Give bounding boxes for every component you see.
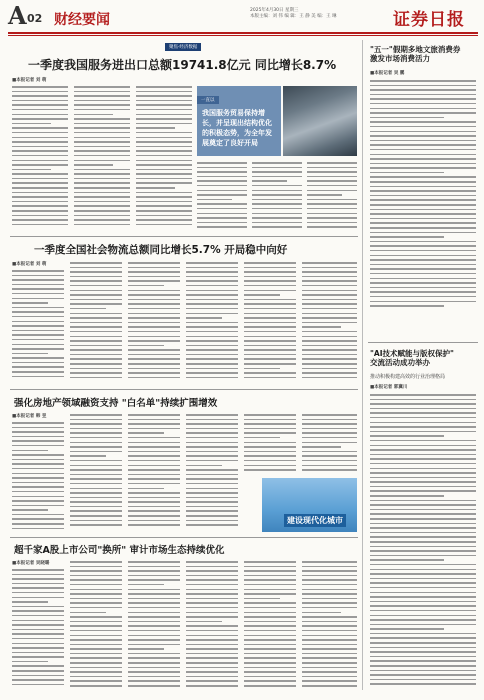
article3-body-col2 (70, 414, 122, 532)
side-divider (368, 342, 478, 343)
article3-byline: ■本报记者 韩 昱 (12, 414, 47, 419)
article3-headline: 强化房地产领域融资支持 "白名单"持续扩围增效 (14, 398, 218, 409)
side2-byline: ■本报记者 郭冀川 (370, 385, 408, 390)
article2-body-col3 (128, 262, 180, 384)
lead-tag: 聚焦·经济数据 (165, 43, 201, 51)
lead-body-col3 (136, 86, 192, 232)
article3-body-col4 (186, 414, 238, 532)
side1-headline-line1: "五一"假期多地文旅消费券 (370, 45, 461, 54)
lead-body-col1 (12, 86, 68, 232)
article4-body-col2 (70, 561, 122, 691)
issue-date: 2025年4月30日 星期三 (250, 8, 299, 13)
side1-headline-line2: 激发市场消费活力 (370, 54, 430, 63)
side1-headline (370, 45, 460, 63)
article4-headline: 超千家A股上市公司"换所" 审计市场生态持续优化 (14, 545, 225, 556)
article4-byline: ■本报记者 吴晓璐 (12, 561, 50, 566)
issue-info (250, 8, 380, 21)
page-number: 02 (27, 12, 43, 25)
sidebar-divider (362, 40, 363, 690)
side1-body (370, 80, 476, 310)
side2-subtitle: 推动积极构建高效的行业治理格局 (370, 374, 446, 380)
article4-body-col5 (244, 561, 296, 691)
lead-byline: ■本报记者 刘 萌 (12, 78, 47, 83)
lead-photo (283, 86, 357, 156)
article3-body-col3 (128, 414, 180, 532)
lead-body-col2 (74, 86, 130, 232)
article2-body-col5 (244, 262, 296, 384)
editor-credits: 本版主编：刘 伟 编 辑：王 静 美 编：王 琳 (250, 14, 337, 20)
article2-body-col1 (12, 270, 64, 384)
city-ad-image (262, 478, 357, 532)
article3-body-col5 (244, 414, 296, 474)
pull-quote-label: 一直以 (197, 96, 219, 104)
side2-headline (370, 349, 454, 367)
article4-body-col6 (302, 561, 357, 691)
divider-2 (10, 389, 358, 390)
article2-body-col6 (302, 262, 357, 384)
article3-body-col1 (12, 422, 64, 532)
side2-body (370, 394, 476, 692)
lead-headline: 一季度我国服务进出口总额19741.8亿元 同比增长8.7% (28, 58, 337, 72)
article2-byline: ■本报记者 刘 萌 (12, 262, 47, 267)
pull-quote-text: 我国服务贸易保持增长，并呈现出结构优化的积极态势，为全年发展奠定了良好开局 (202, 109, 272, 148)
side2-headline-line2: 交流活动成功举办 (370, 358, 430, 367)
city-ad-caption: 建设现代化城市 (284, 514, 346, 527)
side1-byline: ■本报记者 吴 鹏 (370, 71, 405, 76)
page-letter: A (8, 1, 27, 30)
lead-body-col5 (252, 162, 302, 232)
article2-body-col4 (186, 262, 238, 384)
divider-1 (10, 236, 358, 237)
article3-body-col6 (302, 414, 357, 474)
article2-body-col2 (70, 262, 122, 384)
header-rule (8, 32, 478, 34)
article2-headline: 一季度全国社会物流总额同比增长5.7% 开局稳中向好 (34, 244, 288, 256)
section-title: 财经要闻 (54, 12, 110, 28)
lead-pull-quote (197, 86, 281, 156)
lead-body-col4 (197, 162, 247, 232)
article4-body-col1 (12, 569, 64, 691)
divider-3 (10, 537, 358, 538)
article4-body-col3 (128, 561, 180, 691)
header-rule-thin (8, 35, 478, 36)
lead-body-col6 (307, 162, 357, 232)
article4-body-col4 (186, 561, 238, 691)
side2-headline-line1: "AI技术赋能与版权保护" (370, 349, 454, 358)
newspaper-logo: 证券日报 (393, 10, 465, 30)
